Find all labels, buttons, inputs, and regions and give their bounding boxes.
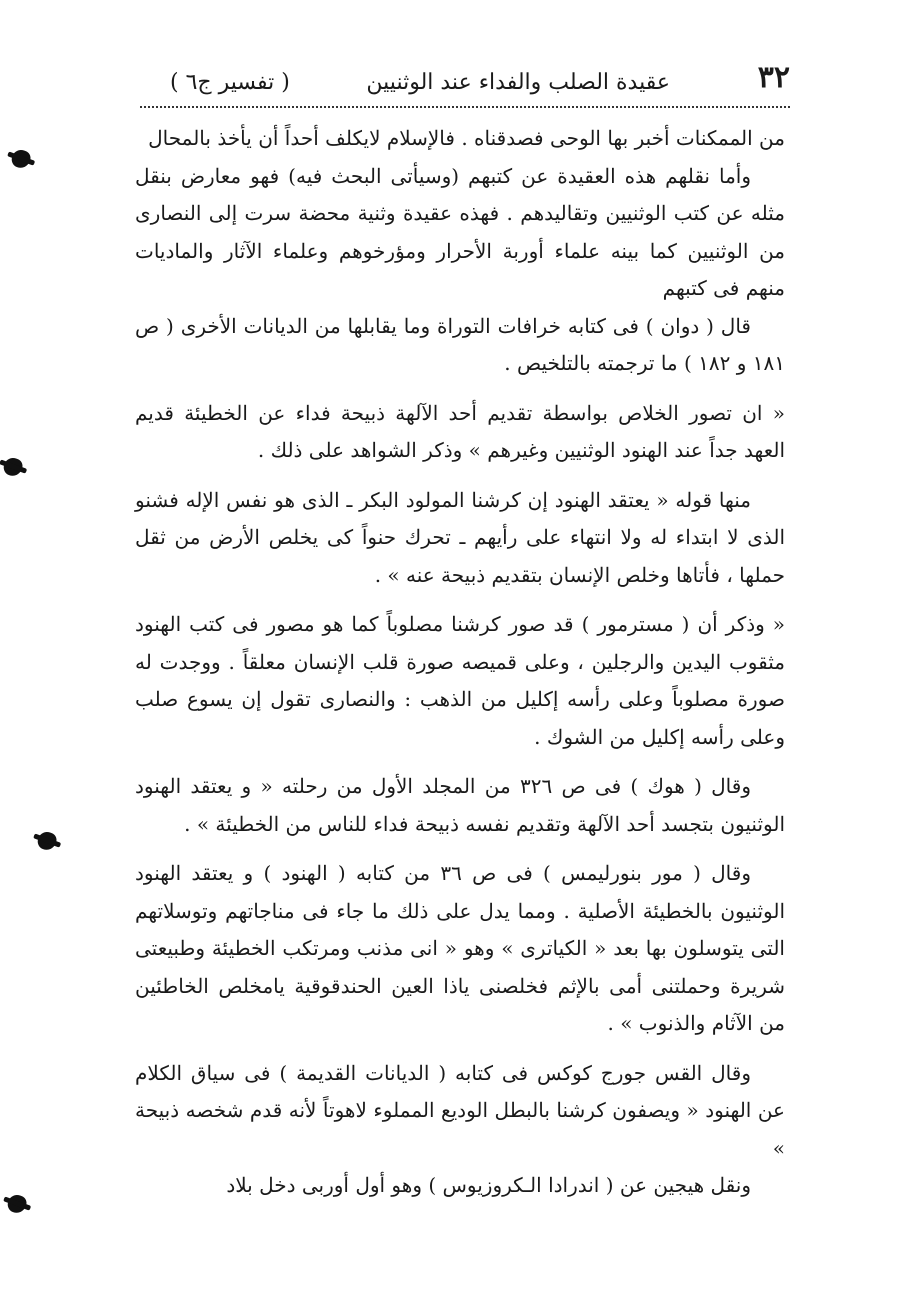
paragraph: من الممكنات أخبر بها الوحى فصدقناه . فالإسلام لايكلف أحداً أن يأخذ بالمحال <box>148 126 785 150</box>
paragraph: « ان تصور الخلاص بواسطة تقديم أحد الآلهة ذبيحة فداء عن الخطيئة قديم العهد جداً عند الهنود الوثنيين وغيرهم » وذكر الشواهد على ذلك . <box>135 400 785 462</box>
page-header <box>150 60 790 104</box>
paragraph: وأما نقلهم هذه العقيدة عن كتبهم (وسيأتى البحث فيه) فهو معارض بنقل مثله عن كتب الوثنيين وتقاليدهم . فهذه عقيدة وثنية محضة سرت إلى النصارى من الوثنيين كما بينه علماء أوربة الأحرار ومؤرخوهم وعلماء الآثار والماديات منهم فى كتبهم <box>135 163 785 300</box>
binding-hole-icon <box>1 455 24 478</box>
paragraph: وقال ( مور بنورليمس ) فى ص ٣٦ من كتابه ( الهنود ) و يعتقد الهنود الوثنيون بالخطيئة الأصلية . ومما يدل على ذلك ما جاء فى مناجاتهم وتوسلاتهم التى يتوسلون بها بعد « الكياترى » وهو « انى مذنب ومرتكب الخطيئة وطبيعتى شريرة وحملتنى أمى بالإثم فخلصنى ياذا العين الحندقوقية يامخلص الخاطئين من الآثام والذنوب » . <box>135 861 785 1035</box>
binding-hole-icon <box>9 147 32 170</box>
paragraph: منها قوله « يعتقد الهنود إن كرشنا المولود البكر ـ الذى هو نفس الإله فشنو الذى لا ابتداء له ولا انتهاء على رأيهم ـ تحرك حنواً كى يخلص الأرض من ثقل حملها ، فأتاها وخلص الإنسان بتقديم ذبيحة عنه » . <box>135 487 785 587</box>
running-title: عقيدة الصلب والفداء عند الوثنيين <box>366 70 670 95</box>
paragraph: ونقل هيجين عن ( اندرادا الـكروزيوس ) وهو أول أوربى دخل بلاد <box>226 1173 751 1197</box>
body-text <box>135 120 785 1205</box>
paragraph: وقال ( هوك ) فى ص ٣٢٦ من المجلد الأول من رحلته « و يعتقد الهنود الوثنيون بتجسد أحد الآلهة وتقديم نفسه ذبيحة فداء للناس من الخطيئة » . <box>135 774 785 836</box>
series-label: ( تفسير ج٦ ) <box>170 70 290 95</box>
paragraph: قال ( دوان ) فى كتابه خرافات التوراة وما يقابلها من الديانات الأخرى ( ص ١٨١ و ١٨٢ ) ما ترجمته بالتلخيص . <box>135 313 785 375</box>
binding-hole-icon <box>5 1192 28 1215</box>
page-number: ٣٢ <box>757 60 790 95</box>
paragraph: وقال القس جورج كوكس فى كتابه ( الديانات القديمة ) فى سياق الكلام عن الهنود « ويصفون كرشنا بالبطل الوديع المملوء لاهوتاً لأنه قدم شخصه ذبيحة » <box>135 1060 785 1160</box>
paragraph: « وذكر أن ( مسترمور ) قد صور كرشنا مصلوباً كما هو مصور فى كتب الهنود مثقوب اليدين والرجلين ، وعلى قميصه صورة قلب الإنسان معلقاً . ووجدت له صورة مصلوباً وعلى رأسه إكليل من الذهب : والنصارى تقول إن يسوع صلب وعلى رأسه إكليل من الشوك . <box>135 612 785 749</box>
binding-hole-icon <box>35 829 58 852</box>
header-divider <box>140 106 790 108</box>
